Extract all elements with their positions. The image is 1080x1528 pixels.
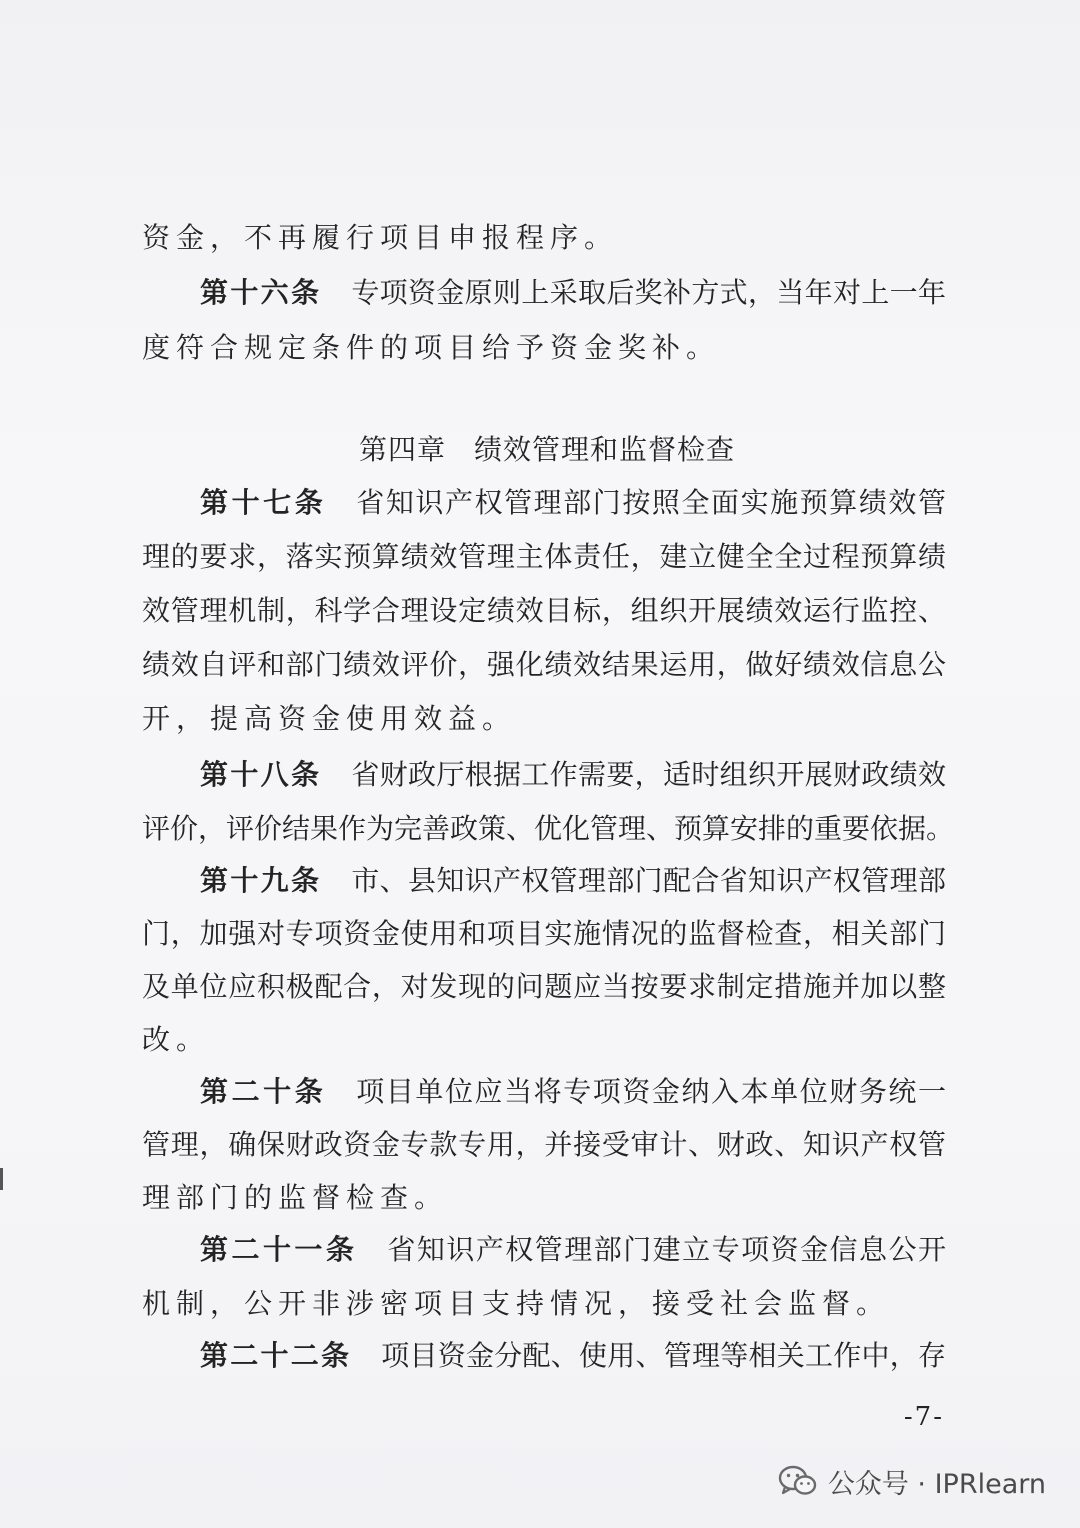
article-17-line-4: 绩效自评和部门绩效评价，强化绩效结果运用，做好绩效信息公 bbox=[142, 648, 946, 681]
article-18-line-1: 第十八条 省财政厅根据工作需要，适时组织开展财政绩效 bbox=[200, 758, 946, 791]
text-line: 资金，不再履行项目申报程序。 bbox=[142, 221, 619, 254]
chapter-number: 第四章 bbox=[358, 433, 446, 466]
page-number: -7- bbox=[903, 1402, 944, 1432]
binding-mark bbox=[0, 1168, 3, 1190]
article-number: 第十八条 bbox=[200, 758, 322, 791]
article-16-line-2: 度符合规定条件的项目给予资金奖补。 bbox=[142, 331, 721, 364]
article-19-line-4: 改。 bbox=[142, 1023, 211, 1056]
article-number: 第十六条 bbox=[200, 276, 322, 309]
article-20-line-2: 管理，确保财政资金专款专用，并接受审计、财政、知识产权管 bbox=[142, 1128, 946, 1161]
article-19-line-1: 第十九条 市、县知识产权管理部门配合省知识产权管理部 bbox=[200, 864, 946, 897]
article-16-line-1: 第十六条 专项资金原则上采取后奖补方式，当年对上一年 bbox=[200, 276, 946, 309]
article-22-line-1: 第二十二条 项目资金分配、使用、管理等相关工作中，存 bbox=[200, 1339, 946, 1372]
article-number: 第十七条 bbox=[200, 486, 327, 519]
watermark-text: 公众号 · IPRlearn bbox=[827, 1468, 1046, 1500]
article-number: 第二十一条 bbox=[200, 1233, 358, 1266]
article-number: 第二十条 bbox=[200, 1075, 327, 1108]
chapter-heading bbox=[142, 422, 952, 478]
article-17-line-5: 开，提高资金使用效益。 bbox=[142, 702, 517, 735]
article-19-line-2: 门，加强对专项资金使用和项目实施情况的监督检查，相关部门 bbox=[142, 917, 946, 950]
article-21-line-1: 第二十一条 省知识产权管理部门建立专项资金信息公开 bbox=[200, 1233, 946, 1266]
wechat-icon bbox=[778, 1464, 818, 1498]
article-19-line-3: 及单位应积极配合，对发现的问题应当按要求制定措施并加以整 bbox=[142, 970, 946, 1003]
chapter-title: 绩效管理和监督检查 bbox=[474, 433, 736, 466]
watermark bbox=[778, 1456, 1046, 1506]
article-17-line-1: 第十七条 省知识产权管理部门按照全面实施预算绩效管 bbox=[200, 486, 946, 519]
article-number: 第二十二条 bbox=[200, 1339, 352, 1372]
article-17-line-2: 理的要求，落实预算绩效管理主体责任，建立健全全过程预算绩 bbox=[142, 540, 946, 573]
article-20-line-1: 第二十条 项目单位应当将专项资金纳入本单位财务统一 bbox=[200, 1075, 946, 1108]
article-17-line-3: 效管理机制，科学合理设定绩效目标，组织开展绩效运行监控、 bbox=[142, 594, 946, 627]
article-20-line-3: 理部门的监督检查。 bbox=[142, 1181, 449, 1214]
article-18-line-2: 评价，评价结果作为完善政策、优化管理、预算安排的重要依据。 bbox=[142, 812, 955, 845]
article-21-line-2: 机制，公开非涉密项目支持情况，接受社会监督。 bbox=[142, 1287, 891, 1320]
article-number: 第十九条 bbox=[200, 864, 322, 897]
